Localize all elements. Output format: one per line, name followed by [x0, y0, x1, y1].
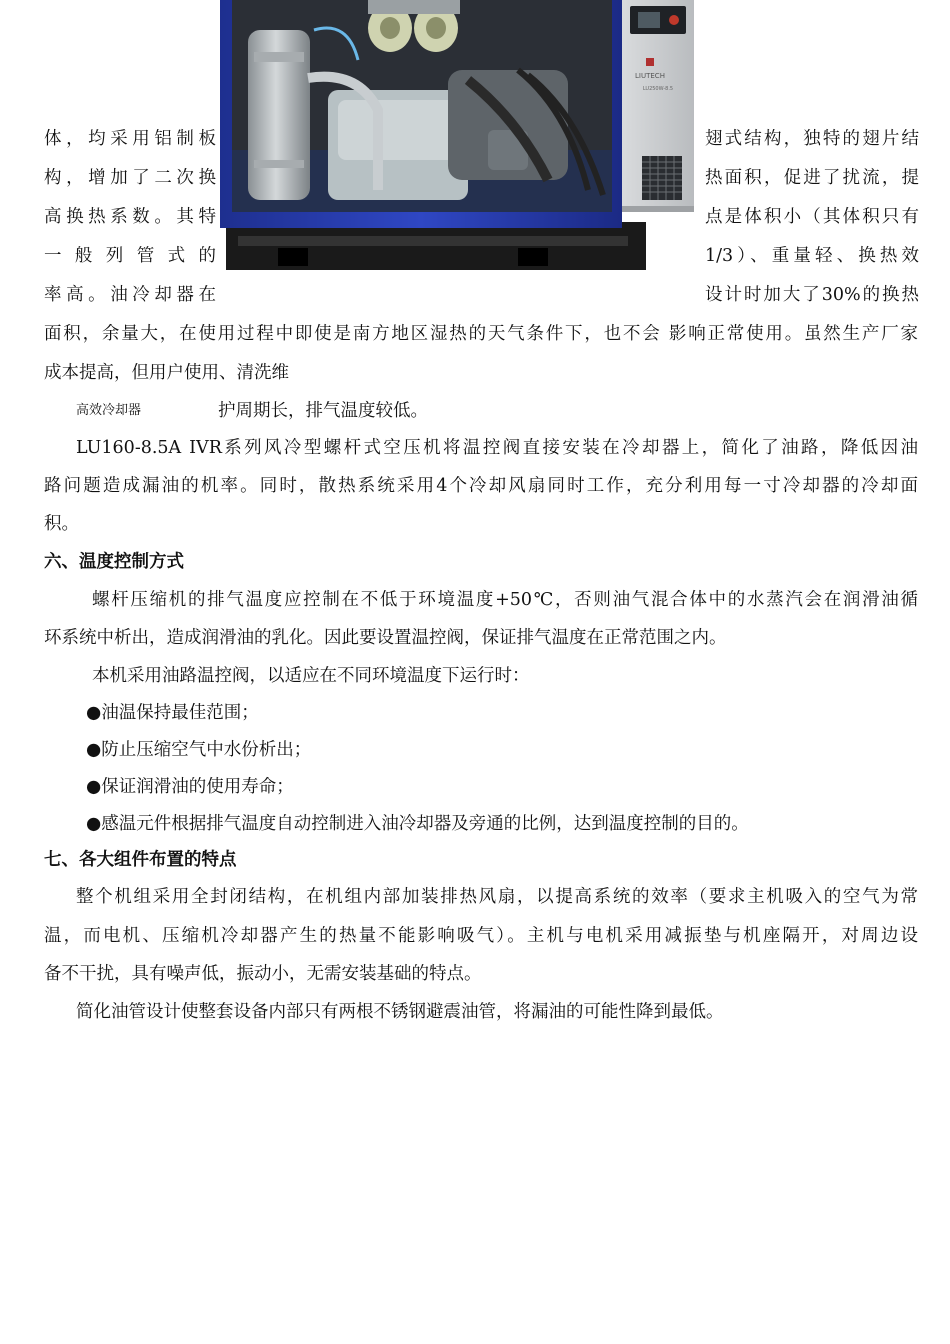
wrap-left-5: 率高。油冷却器在 [44, 285, 216, 305]
brand-label: LIUTECH [635, 72, 665, 80]
figure-caption: 高效冷却器 [76, 403, 142, 418]
section-7-para-line-2: 温，而电机、压缩机冷却器产生的热量不能影响吸气）。主机与电机采用减振垫与机座隔开，对周边设 [44, 926, 918, 946]
compressor-illustration [218, 0, 698, 272]
wrap-left-3: 高换热系数。其特 [44, 207, 216, 227]
section-6-para-2: 本机采用油路温控阀，以适应在不同环境温度下运行时： [92, 666, 530, 686]
wrap-right-5: 设计时加大了30%的换热 [705, 285, 919, 305]
section-6-para-line-2: 环系统中析出，造成润滑油的乳化。因此要设置温控阀，保证排气温度在正常范围之内。 [44, 628, 727, 648]
section-7-para-line-3: 备不干扰，具有噪声低，振动小，无需安装基础的特点。 [44, 964, 482, 984]
section-7-title: 七、各大组件布置的特点 [44, 850, 237, 870]
wrap-right-4: 1/3）、重量轻、换热效 [705, 246, 919, 266]
lu160-line-2: 路问题造成漏油的机率。同时，散热系统采用4个冷却风扇同时工作，充分利用每一寸冷却器的冷却面 [44, 476, 918, 496]
wrap-left-1: 体，均采用铝制板 [44, 129, 216, 149]
wrap-left-2: 构，增加了二次换 [44, 168, 216, 188]
wrap-right-3: 点是体积小（其体积只有 [705, 207, 919, 227]
lu160-line-3: 积。 [44, 514, 79, 534]
section-6-title: 六、温度控制方式 [44, 552, 184, 572]
bullet-item-2: ●防止压缩空气中水份析出； [86, 740, 312, 760]
section-6-para-line-1: 螺杆压缩机的排气温度应控制在不低于环境温度+50℃，否则油气混合体中的水蒸汽会在润滑油循 [92, 590, 918, 610]
model-label: LU250W-8.5 [642, 86, 674, 92]
lu160-line-1: LU160-8.5A IVR系列风冷型螺杆式空压机将温控阀直接安装在冷却器上，简化了油路，降低因油 [76, 438, 918, 458]
compressor-image [218, 0, 698, 272]
section-7-para-line-1: 整个机组采用全封闭结构，在机组内部加装排热风扇，以提高系统的效率（要求主机吸入的空气为常 [76, 887, 918, 907]
bullet-item-4: ●感温元件根据排气温度自动控制进入油冷却器及旁通的比例，达到温度控制的目的。 [86, 814, 749, 834]
bullet-item-1: ●油温保持最佳范围； [86, 703, 259, 723]
section-7-para-2: 简化油管设计使整套设备内部只有两根不锈钢避震油管，将漏油的可能性降到最低。 [76, 1002, 724, 1022]
wrap-left-4: 一般列管式的 [44, 246, 216, 266]
body-line-2: 成本提高，但用户使用、清洗维 [44, 363, 289, 383]
wrap-right-2: 热面积，促进了扰流，提 [705, 168, 919, 188]
bullet-item-3: ●保证润滑油的使用寿命； [86, 777, 294, 797]
wrap-right-1: 翅式结构，独特的翅片结 [705, 129, 919, 149]
body-line-1: 面积，余量大，在使用过程中即使是南方地区湿热的天气条件下，也不会 影响正常使用。虽然生产厂家 [44, 324, 918, 344]
caption-continue-text: 护周期长，排气温度较低。 [218, 401, 428, 421]
